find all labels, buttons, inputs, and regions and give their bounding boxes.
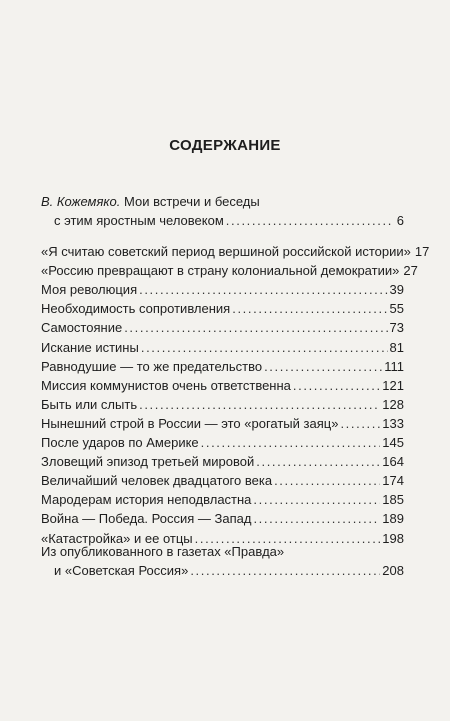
toc-entry — [0, 453, 450, 471]
intro-author: В. Кожемяко. — [41, 194, 121, 209]
toc-entry-title: Зловещий эпизод третьей мировой — [41, 454, 255, 470]
leader-dots — [139, 396, 380, 414]
toc-entry-title: Война — Победа. Россия — Запад — [41, 511, 252, 527]
toc-entry-page-number: 133 — [382, 415, 404, 431]
toc-entry-title: После ударов по Америке — [41, 435, 199, 450]
toc-entry — [0, 434, 450, 452]
toc-entry-appendix-line2 — [0, 562, 450, 580]
appendix-title-line1: Из опубликованного в газетах «Правда» — [41, 544, 285, 559]
toc-entry-title: Быть или слыть — [41, 396, 138, 412]
toc-entry-intro-line1 — [0, 193, 450, 211]
toc-entry-page-number: 73 — [389, 320, 404, 336]
toc-entry — [0, 510, 450, 528]
toc-entry-page-number: 39 — [389, 282, 404, 298]
toc-entry-page-number: 17 — [414, 244, 430, 259]
toc-entry — [0, 281, 450, 299]
toc-entry-title: Искание истины — [41, 339, 139, 355]
toc-entry-title: «Россию превращают в страну колониальной демократии» — [41, 263, 400, 279]
toc-entry-page-number: 27 — [403, 263, 418, 279]
toc-entry-page-number: 128 — [382, 396, 404, 412]
intro-title-line1: Мои встречи и беседы — [120, 194, 260, 209]
toc-entry — [0, 491, 450, 509]
toc-entry-title: Мародерам история неподвластна — [41, 492, 252, 508]
toc-entry — [0, 358, 450, 376]
toc-entry-title: «Катастройка» и ее отцы — [41, 530, 193, 546]
toc-entry — [0, 396, 450, 414]
leader-dots — [201, 434, 381, 452]
toc-entry-title: Самостояние — [41, 320, 123, 336]
toc-entry-page-number: 185 — [382, 492, 404, 508]
leader-dots — [340, 415, 380, 433]
leader-dots — [139, 281, 387, 299]
toc-entry-title: Равнодушие — то же предательство — [41, 358, 263, 374]
leader-dots — [293, 377, 380, 395]
leader-dots — [264, 358, 382, 376]
toc-entry-title: Миссия коммунистов очень ответственна — [41, 377, 291, 393]
appendix-title-line2: и «Советская Россия» — [54, 563, 189, 578]
toc-entry — [0, 377, 450, 395]
leader-dots — [226, 212, 392, 230]
page-title: СОДЕРЖАНИЕ — [169, 137, 281, 154]
toc-entry-title: Нынешний строй в России — это «рогатый заяц» — [41, 415, 339, 431]
toc-entry — [0, 415, 450, 433]
toc-entry-page-number: 121 — [382, 377, 404, 393]
leader-dots — [232, 300, 387, 318]
toc-entry-page-number: 198 — [382, 530, 404, 546]
toc-entry — [0, 339, 450, 357]
toc-entry — [0, 243, 450, 261]
leader-dots — [274, 472, 380, 490]
toc-entry-title: Необходимость сопротивления — [41, 301, 231, 317]
intro-page-number: 6 — [396, 213, 404, 228]
leader-dots — [256, 453, 380, 471]
intro-title-line2: с этим яростным человеком — [54, 213, 224, 228]
toc-entry-appendix-line1 — [0, 543, 450, 561]
toc-entry — [0, 300, 450, 318]
toc-entry-page-number: 164 — [382, 454, 404, 470]
toc-entry-page-number: 189 — [382, 511, 404, 527]
toc-entry — [0, 472, 450, 490]
appendix-page-number: 208 — [382, 563, 404, 578]
leader-dots — [124, 319, 387, 337]
leader-dots — [253, 510, 380, 528]
toc-entry-title: «Я считаю советский период вершиной российской истории» — [41, 244, 411, 259]
toc-entry-intro-line2 — [0, 212, 450, 230]
toc-entry-page-number: 81 — [389, 339, 404, 355]
toc-entry-title: Моя революция — [41, 282, 138, 298]
toc-entry — [0, 319, 450, 337]
leader-dots — [190, 562, 380, 580]
leader-dots — [141, 339, 388, 357]
leader-dots — [253, 491, 380, 509]
toc-entry-page-number: 55 — [389, 301, 404, 317]
toc-entry-title: Величайший человек двадцатого века — [41, 473, 273, 489]
toc-entry-page-number: 111 — [384, 358, 404, 374]
toc-entry-page-number: 174 — [382, 473, 404, 489]
toc-entry-page-number: 145 — [382, 435, 404, 450]
toc-entry — [0, 262, 450, 280]
